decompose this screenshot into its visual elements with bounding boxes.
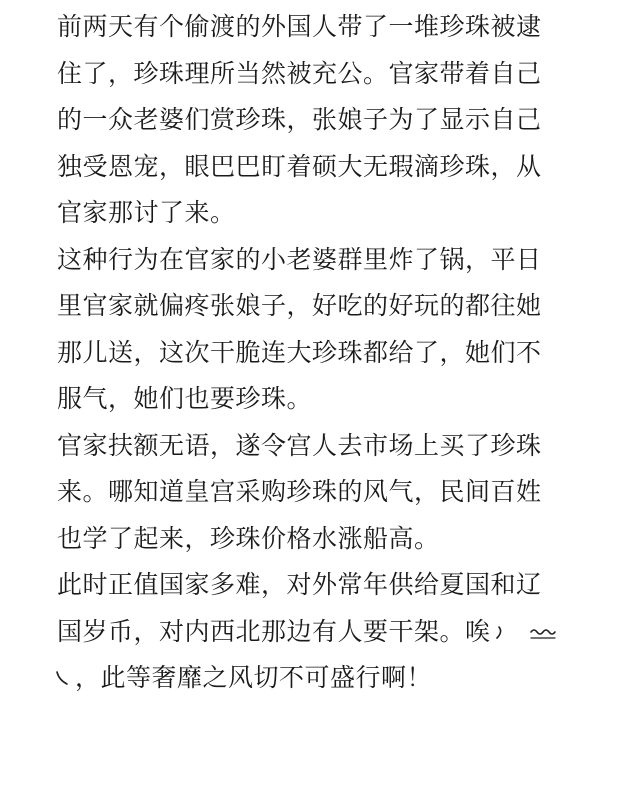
sigh-text: 国岁币，对内西北那边有人要干架。唉 <box>57 616 491 646</box>
article-body <box>57 4 617 702</box>
text-line: 来。哪知道皇宫采购珍珠的风气，民间百姓 <box>57 477 542 506</box>
sigh-doodle-icon <box>493 618 563 648</box>
text-line-with-tear <box>57 655 617 702</box>
tear-doodle-icon <box>53 664 75 694</box>
text-line: 服气，她们也要珍珠。 <box>57 384 313 413</box>
text-line: 独受恩宠，眼巴巴盯着硕大无瑕滴珍珠，从 <box>57 151 542 181</box>
text-line: 的一众老婆们赏珍珠，张娘子为了显示自己 <box>57 105 542 134</box>
text-line: 官家扶额无语，遂令宫人去市场上买了珍珠 <box>57 430 542 460</box>
text-line: 此时正值国家多难，对外常年供给夏国和辽 <box>57 570 542 599</box>
text-line: 那儿送，这次干脆连大珍珠都给了，她们不 <box>57 337 542 367</box>
text-line: 这种行为在官家的小老婆群里炸了锅，平日 <box>57 244 542 274</box>
text-line: 前两天有个偷渡的外国人带了一堆珍珠被逮 <box>57 12 542 41</box>
text-line: 住了，珍珠理所当然被充公。官家带着自己 <box>57 58 542 88</box>
final-line-text: ，此等奢靡之风切不可盛行啊！ <box>75 663 433 692</box>
text-line: 也学了起来，珍珠价格水涨船高。 <box>57 523 440 553</box>
text-line-with-sigh <box>57 609 617 656</box>
text-line: 里官家就偏疼张娘子，好吃的好玩的都往她 <box>57 291 542 320</box>
text-line: 官家那讨了来。 <box>57 198 236 227</box>
